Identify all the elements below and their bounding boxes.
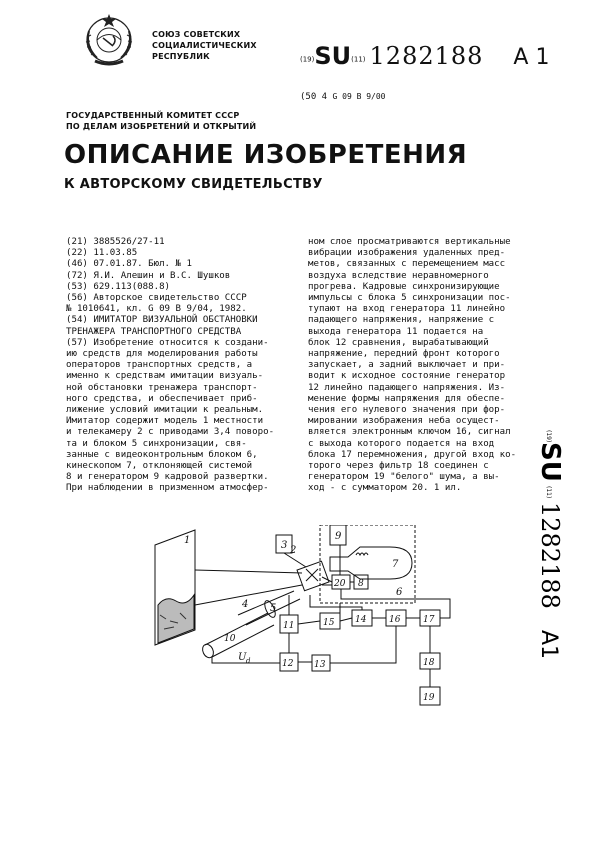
label-11: 11 bbox=[283, 621, 295, 631]
text-line: запускает, а задний выключает и при- bbox=[308, 360, 506, 371]
label-10: 10 bbox=[224, 634, 236, 644]
text-line: выхода генератора 11 подается на bbox=[308, 326, 484, 337]
text-line: импульсы с блока 5 синхронизации пос- bbox=[308, 293, 511, 304]
text-line: ном слое просматриваются вертикальные bbox=[308, 237, 511, 247]
text-line: блока 17 перемножения, другой вход ко- bbox=[308, 449, 517, 460]
committee-line: ПО ДЕЛАМ ИЗОБРЕТЕНИЙ И ОТКРЫТИЙ bbox=[66, 122, 257, 131]
text-line: та и блоком 5 синхронизации, свя- bbox=[66, 438, 247, 449]
text-line: Имитатор содержит модель 1 местности bbox=[66, 416, 264, 427]
text-line: (22) 11.03.85 bbox=[66, 248, 138, 259]
text-line: операторов транспортных средств, а bbox=[66, 360, 253, 371]
text-line: тупают на вход генератора 11 линейно bbox=[308, 304, 506, 315]
text-line: № 1010641, кл. G 09 B 9/04, 1982. bbox=[66, 304, 247, 315]
country-code: SU bbox=[314, 42, 352, 70]
committee-name bbox=[66, 110, 256, 132]
text-line: генератором 19 "белого" шума, а вы- bbox=[308, 472, 500, 483]
text-line: (56) Авторское свидетельство СССР bbox=[66, 293, 247, 304]
text-line: вибрации изображения удаленных пред- bbox=[308, 248, 506, 259]
state-emblem bbox=[79, 11, 139, 69]
text-line: ного средства, и обеспечивает приб- bbox=[66, 393, 258, 404]
issuer-name bbox=[152, 29, 257, 62]
text-line: мировании изображения неба осущест- bbox=[308, 416, 500, 427]
text-line: торого через фильтр 18 соединен с bbox=[308, 461, 489, 472]
text-line: блок 12 сравнения, вырабатывающий bbox=[308, 337, 489, 348]
text-line: воздуха вследствие неравномерного bbox=[308, 270, 489, 281]
text-line: ТРЕНАЖЕРА ТРАНСПОРТНОГО СРЕДСТВА bbox=[66, 326, 242, 337]
text-line: водит к исходное состояние генератор bbox=[308, 371, 506, 382]
text-line: чения его нулевого значения при фор- bbox=[308, 405, 506, 416]
voltage-subscript: d bbox=[246, 657, 251, 665]
label-16: 16 bbox=[389, 615, 401, 625]
kinescope-7 bbox=[330, 547, 412, 579]
text-line: (72) Я.И. Алешин и В.С. Шушков bbox=[66, 270, 231, 281]
text-line: (57) Изобретение относится к создани- bbox=[66, 337, 269, 348]
text-line: менение формы напряжения для обеспе- bbox=[308, 393, 506, 404]
label-1: 1 bbox=[184, 535, 191, 546]
document-title: ОПИСАНИЕ ИЗОБРЕТЕНИЯ bbox=[64, 140, 468, 170]
label-2: 2 bbox=[290, 545, 297, 556]
text-line: 8 и генератором 9 кадровой развертки. bbox=[66, 472, 269, 483]
label-14: 14 bbox=[355, 615, 367, 625]
kind-code: A 1 bbox=[513, 45, 550, 70]
text-line: ход - с сумматором 20. 1 ил. bbox=[308, 483, 462, 494]
label-18: 18 bbox=[423, 658, 435, 668]
text-line: именно к средствам имитации визуаль- bbox=[66, 371, 264, 382]
ipc-prefix: (50 4 bbox=[300, 92, 328, 102]
label-6: 6 bbox=[396, 587, 403, 598]
text-line: (46) 07.01.87. Бюл. № 1 bbox=[66, 259, 192, 270]
issuer-line: РЕСПУБЛИК bbox=[152, 52, 210, 61]
label-13: 13 bbox=[314, 660, 326, 670]
right-column bbox=[308, 237, 516, 495]
text-line: кинескопом 7, отклоняющей системой bbox=[66, 461, 253, 472]
ipc-classification bbox=[300, 92, 386, 102]
text-line: метов, связанных с перемещением масс bbox=[308, 259, 506, 270]
text-line: падающего напряжения, напряжение с bbox=[308, 315, 495, 326]
label-4: 4 bbox=[242, 599, 249, 610]
left-column bbox=[66, 237, 274, 495]
text-line: ной обстановки тренажера транспорт- bbox=[66, 382, 258, 393]
text-line: вляется электронным ключом 16, сигнал bbox=[308, 427, 511, 438]
side-inid-19: (19) bbox=[545, 430, 552, 443]
inid-code-19: (19) bbox=[300, 55, 315, 64]
issuer-line: СОЮЗ СОВЕТСКИХ bbox=[152, 30, 241, 39]
text-line: напряжение, передний фронт которого bbox=[308, 349, 500, 360]
side-kind: A1 bbox=[536, 630, 561, 660]
text-line: прогрева. Кадровые синхронизирующие bbox=[308, 281, 500, 292]
side-stamp bbox=[530, 430, 570, 660]
label-19: 19 bbox=[423, 693, 435, 703]
text-line: (21) 3885526/27-11 bbox=[66, 237, 165, 247]
side-country: SU bbox=[535, 442, 565, 482]
text-line: занные с видеоконтрольным блоком 6, bbox=[66, 449, 258, 460]
side-number: 1282188 bbox=[536, 502, 564, 609]
inid-code-11: (11) bbox=[351, 55, 366, 64]
text-line: (54) ИМИТАТОР ВИЗУАЛЬНОЙ ОБСТАНОВКИ bbox=[66, 315, 258, 326]
label-15: 15 bbox=[323, 618, 335, 628]
committee-line: ГОСУДАРСТВЕННЫЙ КОМИТЕТ СССР bbox=[66, 111, 240, 120]
text-line: и телекамеру 2 с приводами 3,4 поворо- bbox=[66, 427, 275, 438]
text-line: При наблюдении в призменном атмосфер- bbox=[66, 483, 269, 494]
publication-number bbox=[300, 42, 549, 70]
label-8: 8 bbox=[358, 579, 364, 589]
block-diagram bbox=[150, 525, 470, 710]
label-7: 7 bbox=[392, 559, 399, 570]
document-subtitle: К АВТОРСКОМУ СВИДЕТЕЛЬСТВУ bbox=[64, 177, 323, 192]
text-line: (53) 629.113(088.8) bbox=[66, 281, 171, 292]
label-20: 20 bbox=[334, 579, 346, 589]
voltage-label: U bbox=[238, 652, 247, 663]
label-12: 12 bbox=[282, 659, 294, 669]
text-line: лижение условий имитации к реальным. bbox=[66, 405, 264, 416]
label-3: 3 bbox=[281, 540, 288, 551]
ipc-code: G 09 B 9/00 bbox=[332, 92, 386, 101]
text-line: ию средств для моделирования работы bbox=[66, 349, 258, 360]
label-17: 17 bbox=[423, 615, 435, 625]
side-inid-11: (11) bbox=[545, 486, 552, 499]
issuer-line: СОЦИАЛИСТИЧЕСКИХ bbox=[152, 41, 257, 50]
text-line: с выхода которого подается на вход bbox=[308, 438, 495, 449]
text-line: 12 линейно падающего напряжения. Из- bbox=[308, 382, 506, 393]
patent-number: 1282188 bbox=[369, 42, 484, 70]
label-5: 5 bbox=[270, 603, 277, 614]
label-9: 9 bbox=[335, 531, 342, 542]
